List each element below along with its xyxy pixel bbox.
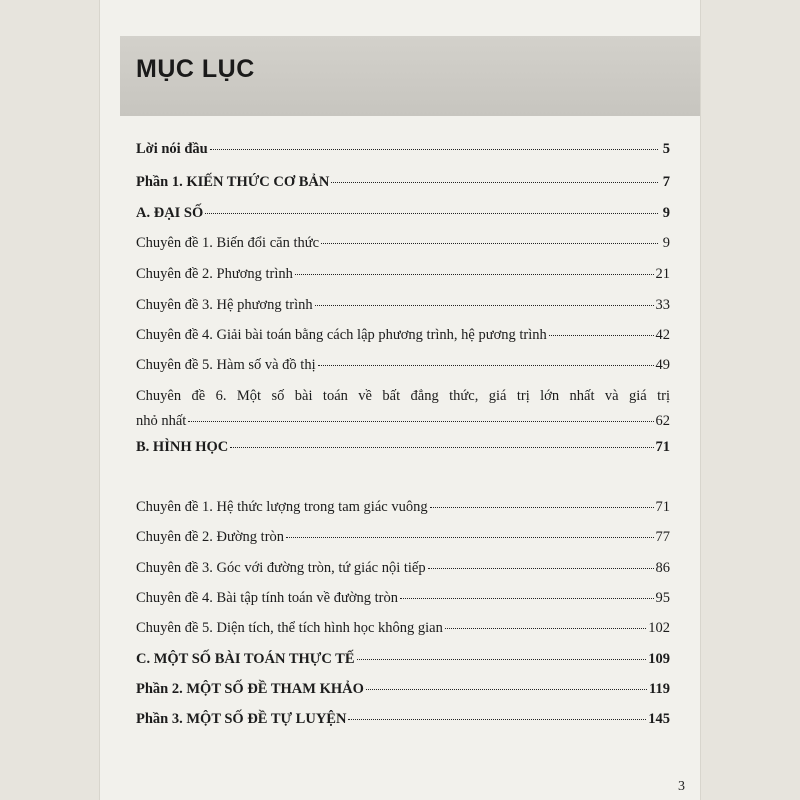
toc-entry-label: A. ĐẠI SỐ [136,205,204,221]
toc-entry [136,386,670,431]
dot-leader [205,212,658,214]
toc-entry-page: 102 [648,620,670,636]
toc-entry [136,203,670,223]
toc-entry [136,709,670,729]
toc-entry [136,295,670,315]
dot-leader [549,334,654,336]
dot-leader [445,627,646,629]
toc-entry-label: Chuyên đề 3. Hệ phương trình [136,297,313,313]
toc-entry [136,264,670,284]
toc-entry-label: C. MỘT SỐ BÀI TOÁN THỰC TẾ [136,651,355,667]
toc-entry [136,679,670,699]
toc-entry [136,325,670,345]
toc-entry-page: 62 [655,413,670,429]
toc-entry-label: Chuyên đề 4. Bài tập tính toán về đường tròn [136,590,398,606]
toc-entry-page: 9 [662,235,670,251]
toc-entry-page: 77 [655,529,670,545]
toc-entry-label: Phần 3. MỘT SỐ ĐỀ TỰ LUYỆN [136,711,347,727]
dot-leader [230,446,653,448]
toc-entry-page: 71 [655,439,670,455]
toc-entry-label: Chuyên đề 5. Diện tích, thể tích hình học không gian [136,620,443,636]
toc-entry-page: 49 [655,357,670,373]
dot-leader [348,718,646,720]
toc-entry-page: 145 [648,711,670,727]
page-title: MỤC LỤC [136,55,255,83]
toc-entry-page: 71 [655,499,670,515]
toc-entry-label: Chuyên đề 1. Biến đổi căn thức [136,235,320,251]
dot-leader [318,364,654,366]
toc-entry [136,355,670,375]
toc-entry [136,233,670,253]
toc-entry [136,437,670,457]
toc-entry-page: 7 [662,174,670,190]
dot-leader [321,242,658,244]
toc-entry [136,527,670,547]
toc-entry [136,497,670,517]
toc-entry [136,649,670,669]
toc-entry-label: Chuyên đề 2. Đường tròn [136,529,285,545]
toc-entry-page: 109 [648,651,670,667]
toc-entry [136,618,670,638]
dot-leader [400,597,654,599]
dot-leader [210,148,658,150]
toc-entry-label: Chuyên đề 2. Phương trình [136,266,293,282]
toc-entry-page: 42 [655,327,670,343]
toc-entry-page: 9 [662,205,670,221]
dot-leader [430,506,654,508]
toc-entry-label: Chuyên đề 1. Hệ thức lượng trong tam giác vuông [136,499,428,515]
toc-entry-page: 95 [655,590,670,606]
toc-entry-label: Phần 1. KIẾN THỨC CƠ BẢN [136,174,330,190]
toc-entry-page: 5 [662,141,670,157]
page-number: 3 [678,779,685,794]
dot-leader [428,567,654,569]
dot-leader [315,304,654,306]
toc-entry-page: 119 [649,681,670,697]
toc-entry-label: Chuyên đề 6. Một số bài toán về bất đẳng thức, giá trị lớn nhất và giá trị [136,388,670,404]
toc-entry [136,588,670,608]
toc-entry [136,558,670,578]
dot-leader [295,273,654,275]
toc-entry-label-continued: nhỏ nhất [136,413,187,429]
toc-entry-page: 86 [655,560,670,576]
dot-leader [286,536,653,538]
toc-entry-page: 33 [655,297,670,313]
toc-entry [136,172,670,192]
dot-leader [366,688,647,690]
toc-entry-label: Chuyên đề 5. Hàm số và đồ thị [136,357,316,373]
toc-entry-label: B. HÌNH HỌC [136,439,229,455]
dot-leader [357,658,647,660]
dot-leader [188,420,653,422]
toc-entry-page: 21 [655,266,670,282]
dot-leader [331,181,658,183]
toc-entry-label: Lời nói đầu [136,141,208,157]
toc-entry-label: Chuyên đề 4. Giải bài toán bằng cách lập phương trình, hệ pương trình [136,327,547,343]
toc-entry-label: Phần 2. MỘT SỐ ĐỀ THAM KHẢO [136,681,364,697]
toc-entry [136,139,670,159]
toc-entry-label: Chuyên đề 3. Góc với đường tròn, tứ giác nội tiếp [136,560,426,576]
